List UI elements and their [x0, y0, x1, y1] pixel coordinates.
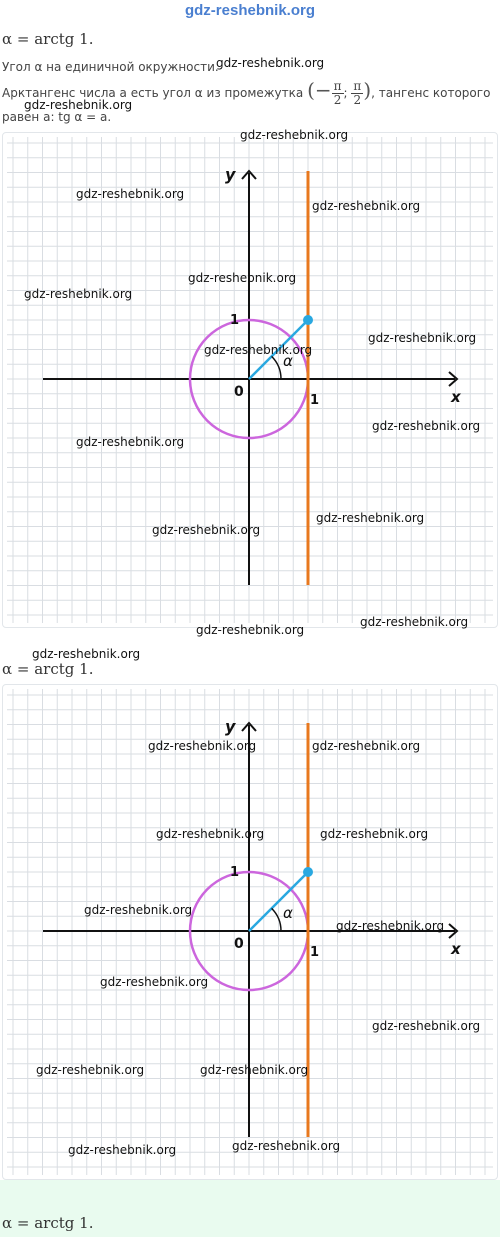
watermark: gdz-reshebnik.org	[336, 919, 445, 933]
site-header[interactable]: gdz-reshebnik.org	[184, 2, 315, 19]
watermark: gdz-reshebnik.org	[204, 343, 313, 357]
watermark: gdz-reshebnik.org	[372, 1019, 481, 1033]
watermark: gdz-reshebnik.org	[360, 615, 469, 629]
fraction-pi-over-2-right: $\frac{\pi}{2}$	[353, 79, 362, 107]
angle-label: α	[283, 904, 293, 922]
formula-bottom: α = arctg 1.	[2, 1214, 94, 1232]
watermark: gdz-reshebnik.org	[196, 623, 305, 637]
watermark: gdz-reshebnik.org	[372, 419, 481, 433]
watermark: gdz-reshebnik.org	[32, 647, 141, 661]
watermark: gdz-reshebnik.org	[240, 128, 349, 142]
intro-line-3: равен a: tg α = a.	[2, 110, 112, 124]
intro-line-2-part2: , тангенс которого	[371, 86, 491, 100]
x-axis-label: x	[451, 388, 461, 406]
watermark: gdz-reshebnik.org	[200, 1063, 309, 1077]
interval-left: (−	[307, 78, 332, 102]
angle-label: α	[283, 352, 293, 370]
intro-line-1: Угол α на единичной окружности.	[2, 60, 219, 74]
angle-arc	[272, 908, 281, 931]
formula-top: α = arctg 1.	[2, 30, 94, 48]
x-tick-label: 1	[310, 945, 320, 960]
watermark: gdz-reshebnik.org	[232, 1139, 341, 1153]
watermark: gdz-reshebnik.org	[368, 331, 477, 345]
formula-middle: α = arctg 1.	[2, 660, 94, 678]
watermark: gdz-reshebnik.org	[100, 975, 209, 989]
watermark: gdz-reshebnik.org	[156, 827, 265, 841]
intro-line-2-part1: Арктангенс числа a есть угол α из промежутка	[2, 86, 304, 100]
watermark: gdz-reshebnik.org	[316, 511, 425, 525]
watermark: gdz-reshebnik.org	[148, 739, 257, 753]
watermark: gdz-reshebnik.org	[84, 903, 193, 917]
watermark: gdz-reshebnik.org	[24, 98, 133, 112]
watermark: gdz-reshebnik.org	[76, 187, 185, 201]
watermark: gdz-reshebnik.org	[152, 523, 261, 537]
y-tick-label: 1	[230, 313, 240, 328]
watermark: gdz-reshebnik.org	[188, 271, 297, 285]
tangent-point	[303, 315, 313, 325]
unit-circle-graph-1	[3, 133, 497, 627]
semicolon: ;	[343, 86, 348, 100]
x-tick-label: 1	[310, 393, 320, 408]
fraction-pi-over-2-left: $\frac{\pi}{2}$	[333, 79, 342, 107]
x-axis-label: x	[451, 940, 461, 958]
watermark: gdz-reshebnik.org	[36, 1063, 145, 1077]
watermark: gdz-reshebnik.org	[24, 287, 133, 301]
y-axis-label: y	[225, 165, 236, 184]
watermark: gdz-reshebnik.org	[320, 827, 429, 841]
tangent-point	[303, 867, 313, 877]
y-axis-label: y	[225, 717, 236, 736]
watermark: gdz-reshebnik.org	[216, 56, 325, 70]
watermark: gdz-reshebnik.org	[68, 1143, 177, 1157]
y-tick-label: 1	[230, 865, 240, 880]
watermark: gdz-reshebnik.org	[312, 199, 421, 213]
origin-label: 0	[234, 936, 244, 952]
origin-label: 0	[234, 384, 244, 400]
graph-panel-1	[2, 132, 498, 628]
interval-right: )	[363, 78, 372, 102]
watermark: gdz-reshebnik.org	[312, 739, 421, 753]
watermark: gdz-reshebnik.org	[76, 435, 185, 449]
angle-arc	[272, 356, 281, 379]
